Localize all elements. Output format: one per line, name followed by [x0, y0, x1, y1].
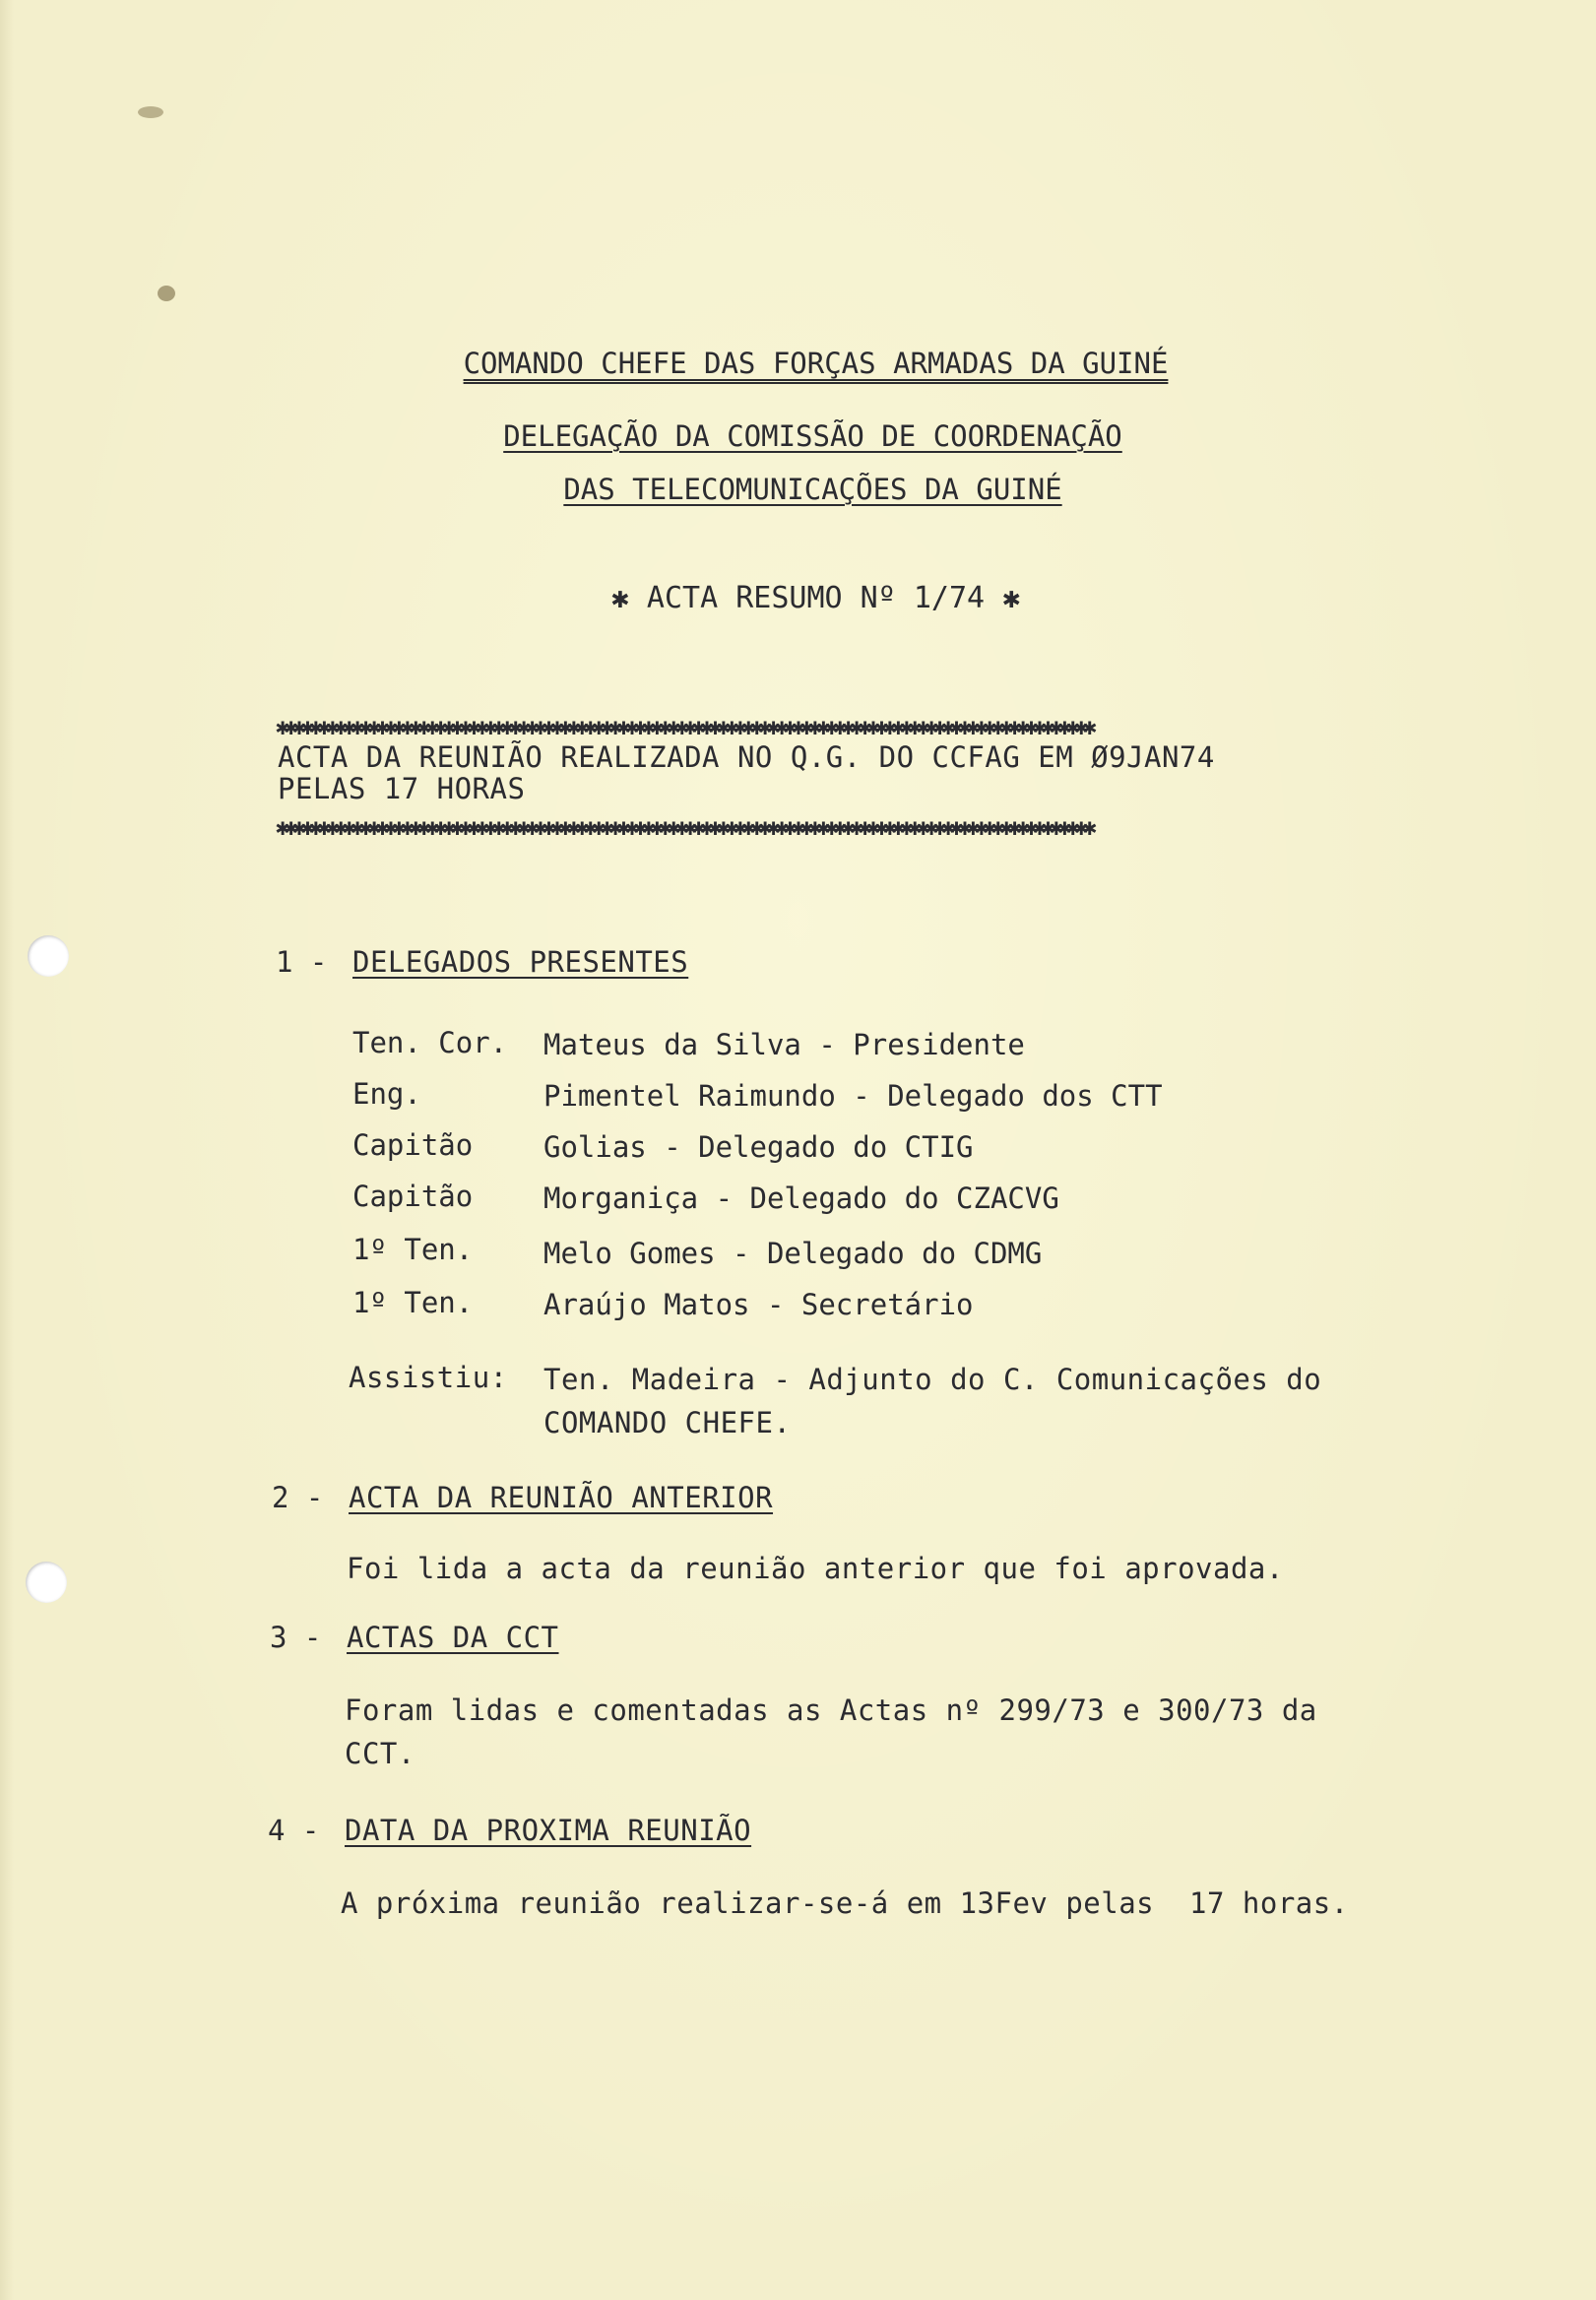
assisted-line-2: COMANDO CHEFE.: [543, 1406, 792, 1439]
header-command-title: COMANDO CHEFE DAS FORÇAS ARMADAS DA GUINÉ: [463, 347, 1169, 380]
asterisk-rule-bottom: ✱✱✱✱✱✱✱✱✱✱✱✱✱✱✱✱✱✱✱✱✱✱✱✱✱✱✱✱✱✱✱✱✱✱✱✱✱✱✱✱✱✱✱✱✱✱✱✱✱✱✱✱✱✱✱✱✱✱✱✱✱✱✱✱✱✱✱✱✱✱✱✱✱✱✱✱✱✱✱✱✱✱✱✱✱✱✱✱✱✱✱✱✱✱✱✱✱✱: [276, 819, 1092, 835]
header-delegation-line2: DAS TELECOMUNICAÇÕES DA GUINÉ: [563, 473, 1062, 506]
section-4-title: DATA DA PROXIMA REUNIÃO: [345, 1814, 752, 1847]
delegate-rank: Eng.: [352, 1077, 421, 1111]
section-4-number: 4 -: [268, 1814, 320, 1847]
section-3-body-line-1: Foram lidas e comentadas as Actas nº 299/73 e 300/73 da: [345, 1693, 1317, 1727]
stain-mark: [138, 106, 163, 118]
section-3-number: 3 -: [270, 1621, 322, 1654]
section-3-title: ACTAS DA CCT: [347, 1621, 559, 1654]
section-4-body: A próxima reunião realizar-se-á em 13Fev pelas 17 horas.: [341, 1886, 1349, 1920]
section-2-body: Foi lida a acta da reunião anterior que foi aprovada.: [347, 1552, 1284, 1585]
acta-summary-title: ✱ ACTA RESUMO Nº 1/74 ✱: [610, 581, 1021, 615]
assisted-label: Assistiu:: [349, 1361, 508, 1394]
assisted-line-1: Ten. Madeira - Adjunto do C. Comunicações do: [543, 1363, 1322, 1396]
delegate-rank: Capitão: [352, 1128, 474, 1162]
delegate-rank: Capitão: [352, 1180, 474, 1213]
delegate-name: Mateus da Silva - Presidente: [543, 1028, 1025, 1061]
banner-line-2: PELAS 17 HORAS: [278, 772, 526, 805]
delegate-rank: 1º Ten.: [352, 1286, 474, 1319]
delegate-rank: 1º Ten.: [352, 1233, 474, 1266]
delegate-name: Golias - Delegado do CTIG: [543, 1130, 974, 1164]
section-2-number: 2 -: [272, 1481, 324, 1514]
delegate-name: Morganiça - Delegado do CZACVG: [543, 1182, 1059, 1215]
punch-hole-bottom: [26, 1562, 67, 1603]
delegate-name: Melo Gomes - Delegado do CDMG: [543, 1237, 1043, 1270]
punch-hole-top: [28, 935, 69, 977]
asterisk-rule-top: ✱✱✱✱✱✱✱✱✱✱✱✱✱✱✱✱✱✱✱✱✱✱✱✱✱✱✱✱✱✱✱✱✱✱✱✱✱✱✱✱✱✱✱✱✱✱✱✱✱✱✱✱✱✱✱✱✱✱✱✱✱✱✱✱✱✱✱✱✱✱✱✱✱✱✱✱✱✱✱✱✱✱✱✱✱✱✱✱✱✱✱✱✱✱✱✱✱✱: [276, 719, 1092, 735]
section-2-title: ACTA DA REUNIÃO ANTERIOR: [349, 1481, 774, 1514]
header-delegation-line1: DELEGAÇÃO DA COMISSÃO DE COORDENAÇÃO: [503, 419, 1122, 453]
delegate-name: Araújo Matos - Secretário: [543, 1288, 974, 1321]
section-1-title: DELEGADOS PRESENTES: [352, 945, 689, 979]
delegate-rank: Ten. Cor.: [352, 1026, 508, 1059]
section-1-number: 1 -: [276, 945, 328, 979]
delegate-name: Pimentel Raimundo - Delegado dos CTT: [543, 1079, 1163, 1113]
section-3-body-line-2: CCT.: [345, 1737, 415, 1770]
banner-line-1: ACTA DA REUNIÃO REALIZADA NO Q.G. DO CCFAG EM Ø9JAN74: [278, 740, 1215, 774]
stain-mark: [158, 286, 175, 301]
